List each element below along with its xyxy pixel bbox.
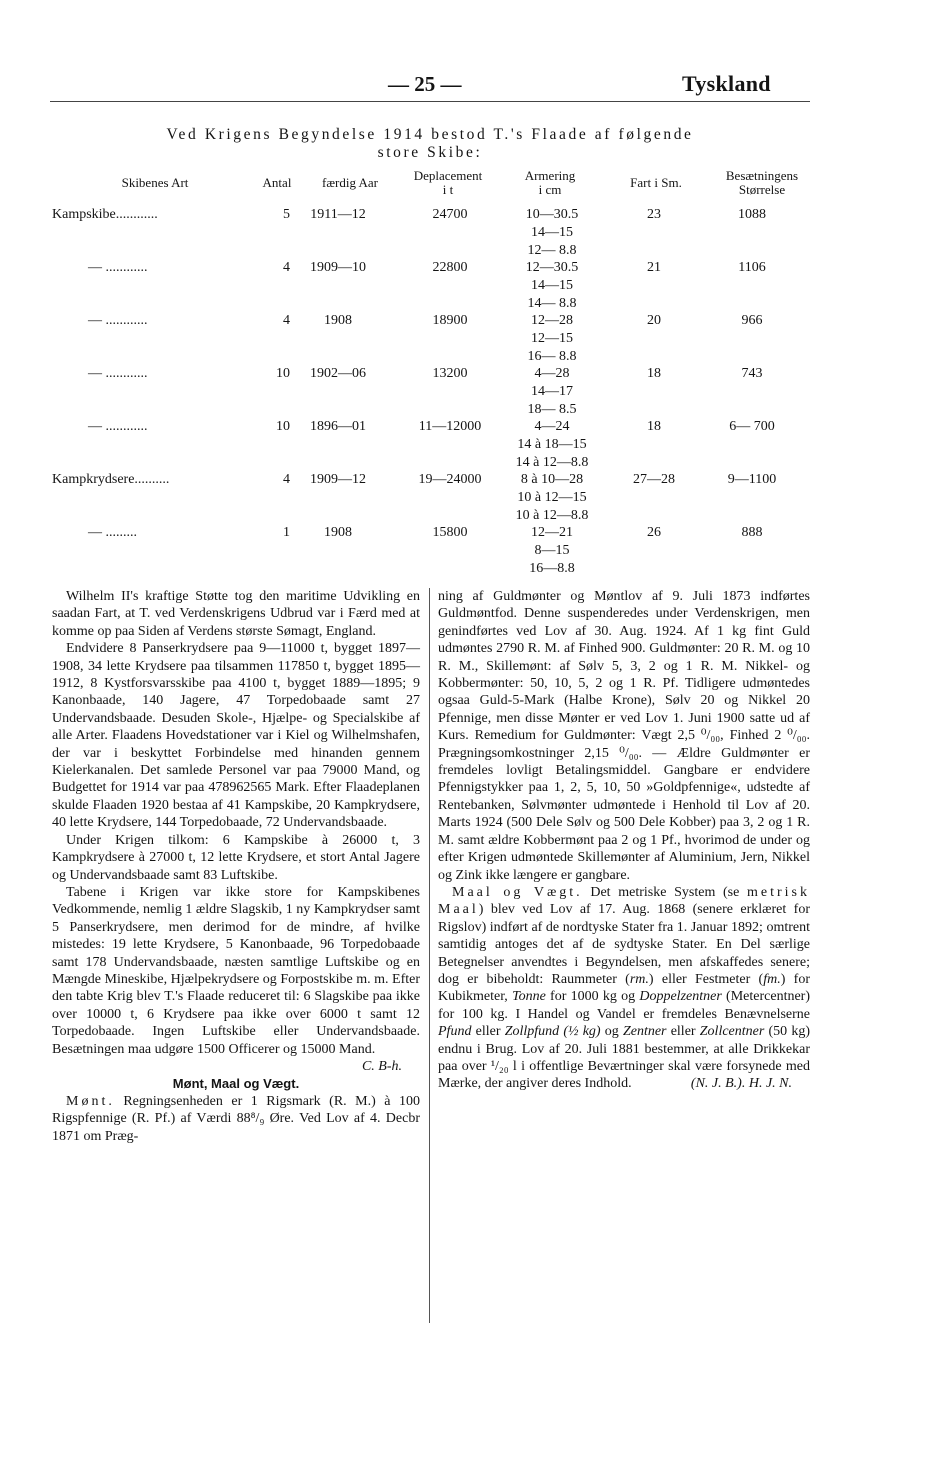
term: fm. xyxy=(763,971,781,987)
row-armering-line: 16—8.8 xyxy=(529,561,575,576)
row-fart: 27—28 xyxy=(633,472,675,487)
row-besaetning: 1088 xyxy=(738,207,766,222)
header-besaetning: Besætningens xyxy=(725,168,799,183)
header-armering: Armering xyxy=(524,168,576,183)
header-deplacement-unit: i t xyxy=(442,182,454,197)
paragraph xyxy=(438,884,810,1093)
text: for 1000 kg og xyxy=(545,989,640,1005)
row-armering-line: 10 à 12—8.8 xyxy=(515,508,589,523)
signature: (N. J. B.). H. J. N. xyxy=(690,1076,792,1092)
cross-reference: metrisk Maal xyxy=(438,884,810,918)
term: Zentner xyxy=(622,1024,667,1040)
table-caption-2: store Skibe: xyxy=(377,144,483,161)
row-skibenes-art: Kampkrydsere.......... xyxy=(52,472,170,487)
paragraph: ning af Guldmønter og Møntlov af 9. Juli 1873 indførtes Guldmøntfod. Denne suspenderedes under Verdenskrigen, men genindførtes ved Lov af 30. Aug. 1924. Af 1 kg fint Guld udmøntes 2790 R. M. af Finhed 900. Guldmønter: 20 R. M. og 10 R. M., Skillemønt: af Sølv 5, 3, 2 og 1 R. M. Nikkel- og Kobbermønter: 50, 10, 5, 2 og 1 R. Pf. Tidligere udmøntedes ogsaa Guld-5-Mark (Halbe Krone), Sølv 20 og Nikkel 20 Pfennige, men disse Mønter er ved Lov 1. Juni 1900 satte ud af Kurs. Remedium for Guldmønter: Vægt 2,5 ⁰/₀₀, Finhed 2 ⁰/₀₀. Prægningsomkostninger 2,15 ⁰/₀₀. — Ældre Guldmønter er fremdeles lovligt Betalingsmiddel. Gangbare er endvidere Pfennigstykker paa 1, 2, 5, 10, 50 »Goldpfennige«, udstedte af Rentebanken, Sølvmønter udmøntede i Henhold til Lov af 20. Marts 1924 (500 Dele Sølv og 500 Dele Kobber) paa 3, 2 og 1 R. M. samt ældre Kobbermønt paa 2 og 1 Pf., hvorimod de under og efter Krigen udmøntede Skillemønter af Aluminium, Jern, Nikkel og Zink ikke længere er gangbare. xyxy=(438,589,810,883)
row-deplacement: 24700 xyxy=(432,207,468,222)
paragraph-text: Regningsenheden er 1 Rigsmark (R. M.) à 100 Rigspfennige (R. Pf.) af Værdi 88⁸/₉ Øre. Ved Lov af 4. Decbr 1871 om Præg- xyxy=(52,1093,420,1144)
row-fart: 23 xyxy=(647,207,661,222)
header-besaetning-2: Størrelse xyxy=(738,182,786,197)
text: ) for Kubikmeter, xyxy=(438,971,810,1005)
column-divider xyxy=(429,588,430,1323)
row-antal: 10 xyxy=(276,366,290,381)
row-armering-line: 16— 8.8 xyxy=(527,349,577,364)
row-fart: 21 xyxy=(647,260,661,275)
term: Doppelzentner xyxy=(639,989,722,1005)
row-fart: 18 xyxy=(647,419,661,434)
row-armering-line: 14—15 xyxy=(531,278,573,293)
section-heading: Mønt, Maal og Vægt. xyxy=(172,1076,300,1092)
term: Tonne xyxy=(512,989,546,1005)
header-deplacement: Deplacement xyxy=(413,168,483,183)
lead-word: Mønt. xyxy=(66,1093,115,1109)
row-antal: 4 xyxy=(283,313,290,328)
row-besaetning: 966 xyxy=(741,313,763,328)
row-faerdig-aar: 1896—01 xyxy=(310,419,366,434)
term: Pfund xyxy=(438,1024,472,1040)
row-faerdig-aar: 1908 xyxy=(324,313,352,328)
paragraph: Wilhelm II's kraftige Støtte tog den maritime Udvikling en saadan Fart, at T. ved Verdenskrigens Udbrud var i Færd med at komme op paa Siden af Verdens største Sømagt, England. xyxy=(52,589,420,639)
row-armering-line: 12—21 xyxy=(531,525,573,540)
row-deplacement: 15800 xyxy=(432,525,468,540)
row-armering-line: 4—24 xyxy=(534,419,570,434)
row-faerdig-aar: 1902—06 xyxy=(310,366,366,381)
row-fart: 18 xyxy=(647,366,661,381)
left-text-column xyxy=(52,588,420,1145)
table-caption: Ved Krigens Begyndelse 1914 bestod T.'s Flaade af følgende xyxy=(166,126,694,143)
paragraph: Under Krigen tilkom: 6 Kampskibe à 26000 t, 3 Kampkrydsere à 27000 t, 12 lette Krydsere, et stort Antal Jagere og Undervandsbaade samt 83 Luftskibe. xyxy=(52,832,420,883)
row-besaetning: 743 xyxy=(741,366,763,381)
header-faerdig-aar: færdig Aar xyxy=(322,175,378,190)
text: (Metercentner) for 100 kg. I Handel og Vandel er fremdeles Benævnelserne xyxy=(438,989,810,1022)
row-fart: 20 xyxy=(647,313,661,328)
row-besaetning: 9—1100 xyxy=(727,472,777,487)
row-faerdig-aar: 1909—10 xyxy=(310,260,366,275)
row-faerdig-aar: 1911—12 xyxy=(310,207,366,222)
section-title: Tyskland xyxy=(682,71,771,96)
row-antal: 5 xyxy=(283,207,290,222)
row-skibenes-art: Kampskibe............ xyxy=(52,207,158,222)
text: ) blev ved Lov af 17. Aug. 1868 (senere erklæret for Rigslov) indført af de nordtyske Stater fra 1. Januar 1892; omtrent samtidig antoges det af de sydtyske Stater. En Del særlige Betegnelser anvendtes i Begyndelsen, men afskaffedes senere; dog er bibeholdt: Raummeter ( xyxy=(438,902,810,987)
row-antal: 4 xyxy=(283,260,290,275)
row-armering-line: 14 à 18—15 xyxy=(517,437,587,452)
text: Det metriske System (se xyxy=(582,884,747,900)
header-skibenes-art: Skibenes Art xyxy=(121,175,189,190)
row-skibenes-art: — ............ xyxy=(88,419,148,434)
row-faerdig-aar: 1908 xyxy=(324,525,352,540)
row-armering-line: 10 à 12—15 xyxy=(517,490,587,505)
text: og xyxy=(600,1024,623,1040)
row-armering-line: 14— 8.8 xyxy=(527,296,577,311)
text: eller xyxy=(471,1024,505,1040)
row-armering-line: 8 à 10—28 xyxy=(520,472,584,487)
row-antal: 10 xyxy=(276,419,290,434)
row-deplacement: 13200 xyxy=(432,366,468,381)
row-armering-line: 10—30.5 xyxy=(525,207,579,222)
header-rule xyxy=(50,101,810,102)
right-text-column xyxy=(438,588,810,1093)
row-besaetning: 1106 xyxy=(738,260,766,275)
text: eller xyxy=(666,1024,700,1040)
row-armering-line: 12—30.5 xyxy=(525,260,579,275)
paragraph xyxy=(52,1093,420,1145)
row-armering-line: 18— 8.5 xyxy=(527,402,577,417)
row-besaetning: 6— 700 xyxy=(729,419,775,434)
row-deplacement: 11—12000 xyxy=(418,419,482,434)
row-armering-line: 12—15 xyxy=(531,331,573,346)
row-faerdig-aar: 1909—12 xyxy=(310,472,366,487)
row-antal: 1 xyxy=(283,525,290,540)
term: Zollpfund (½ kg) xyxy=(504,1024,601,1040)
row-deplacement: 22800 xyxy=(432,260,468,275)
row-fart: 26 xyxy=(647,525,661,540)
row-deplacement: 19—24000 xyxy=(418,472,482,487)
row-skibenes-art: — ............ xyxy=(88,366,148,381)
text: ) eller Festmeter ( xyxy=(648,971,764,987)
row-armering-line: 4—28 xyxy=(534,366,570,381)
page-number: — 25 — xyxy=(388,72,462,96)
row-besaetning: 888 xyxy=(741,525,763,540)
row-armering-line: 12— 8.8 xyxy=(527,243,577,258)
row-antal: 4 xyxy=(283,472,290,487)
row-skibenes-art: — ............ xyxy=(88,260,148,275)
header-antal: Antal xyxy=(262,175,292,190)
paragraph: Tabene i Krigen var ikke store for Kampskibenes Vedkommende, nemlig 1 ældre Slagskib, 1 ny Kampkrydser samt 5 Panserkrydsere, men derimod for de mindre, af hvilke mistedes: 19 lette Krydsere, 5 Kanonbaade, 96 Torpedobaade samt 178 Undervandsbaade, næsten samtlige Luftskibe og en Mængde Mineskibe, Hjælpekrydsere og Forpostskibe m. m. Efter den tabte Krig blev T.'s Flaade reduceret til: 6 Slagskibe paa ikke over 10000 t, 6 Krydsere paa ikke over 6000 t samt 12 Torpedobaade. Ingen Luftskibe eller Undervandsbaade. Besætningen maa udgøre 1500 Officerer og 15000 Mand. xyxy=(52,884,420,1057)
text: (50 kg) endnu i Brug. Lov af 20. Juli 1881 bestemmer, at alle Drikkekar paa over ¹/₂₀ l i offentlige Beværtninger skal være forsynede med Mærke, der angiver deres Indhold. xyxy=(438,1024,811,1092)
term: Zollcentner xyxy=(699,1024,765,1040)
header-fart: Fart i Sm. xyxy=(630,175,682,190)
header-armering-unit: i cm xyxy=(538,182,562,197)
row-armering-line: 8—15 xyxy=(534,543,570,558)
lead-word: Maal og Vægt. xyxy=(452,884,583,900)
row-skibenes-art: — ......... xyxy=(88,525,137,540)
row-armering-line: 14—15 xyxy=(531,225,573,240)
row-armering-line: 14 à 12—8.8 xyxy=(515,455,589,470)
row-deplacement: 18900 xyxy=(432,313,468,328)
row-skibenes-art: — ............ xyxy=(88,313,148,328)
paragraph: Endvidere 8 Panserkrydsere paa 9—11000 t, bygget 1897—1908, 34 lette Krydsere paa tilsammen 117850 t, bygget 1895—1912, 8 Kystforsvarsskibe paa 4100 t, bygget 1889—1895; 9 Kanonbaade, 140 Jagere, 47 Torpedobaade samt 27 Undervandsbaade. Desuden Skole-, Hjælpe- og Specialskibe af alle Arter. Flaadens Hovedstationer var i Kiel og Wilhelmshafen, der var i beskyttet Forbindelse med hinanden gennem Kielerkanalen. Det samlede Personel var paa 79000 Mand, og Budgettet for 1914 var paa 478962565 Mark. Efter Flaadeplanen skulde Flaaden 1920 bestaa af 41 Kampskibe, 20 Kampkrydsere, 40 lette Krydsere, 144 Torpedobaade, 72 Undervandsbaade. xyxy=(52,641,420,831)
term: rm. xyxy=(629,971,649,987)
row-armering-line: 14—17 xyxy=(531,384,573,399)
signature: C. B-h. xyxy=(361,1058,402,1074)
row-armering-line: 12—28 xyxy=(531,313,573,328)
